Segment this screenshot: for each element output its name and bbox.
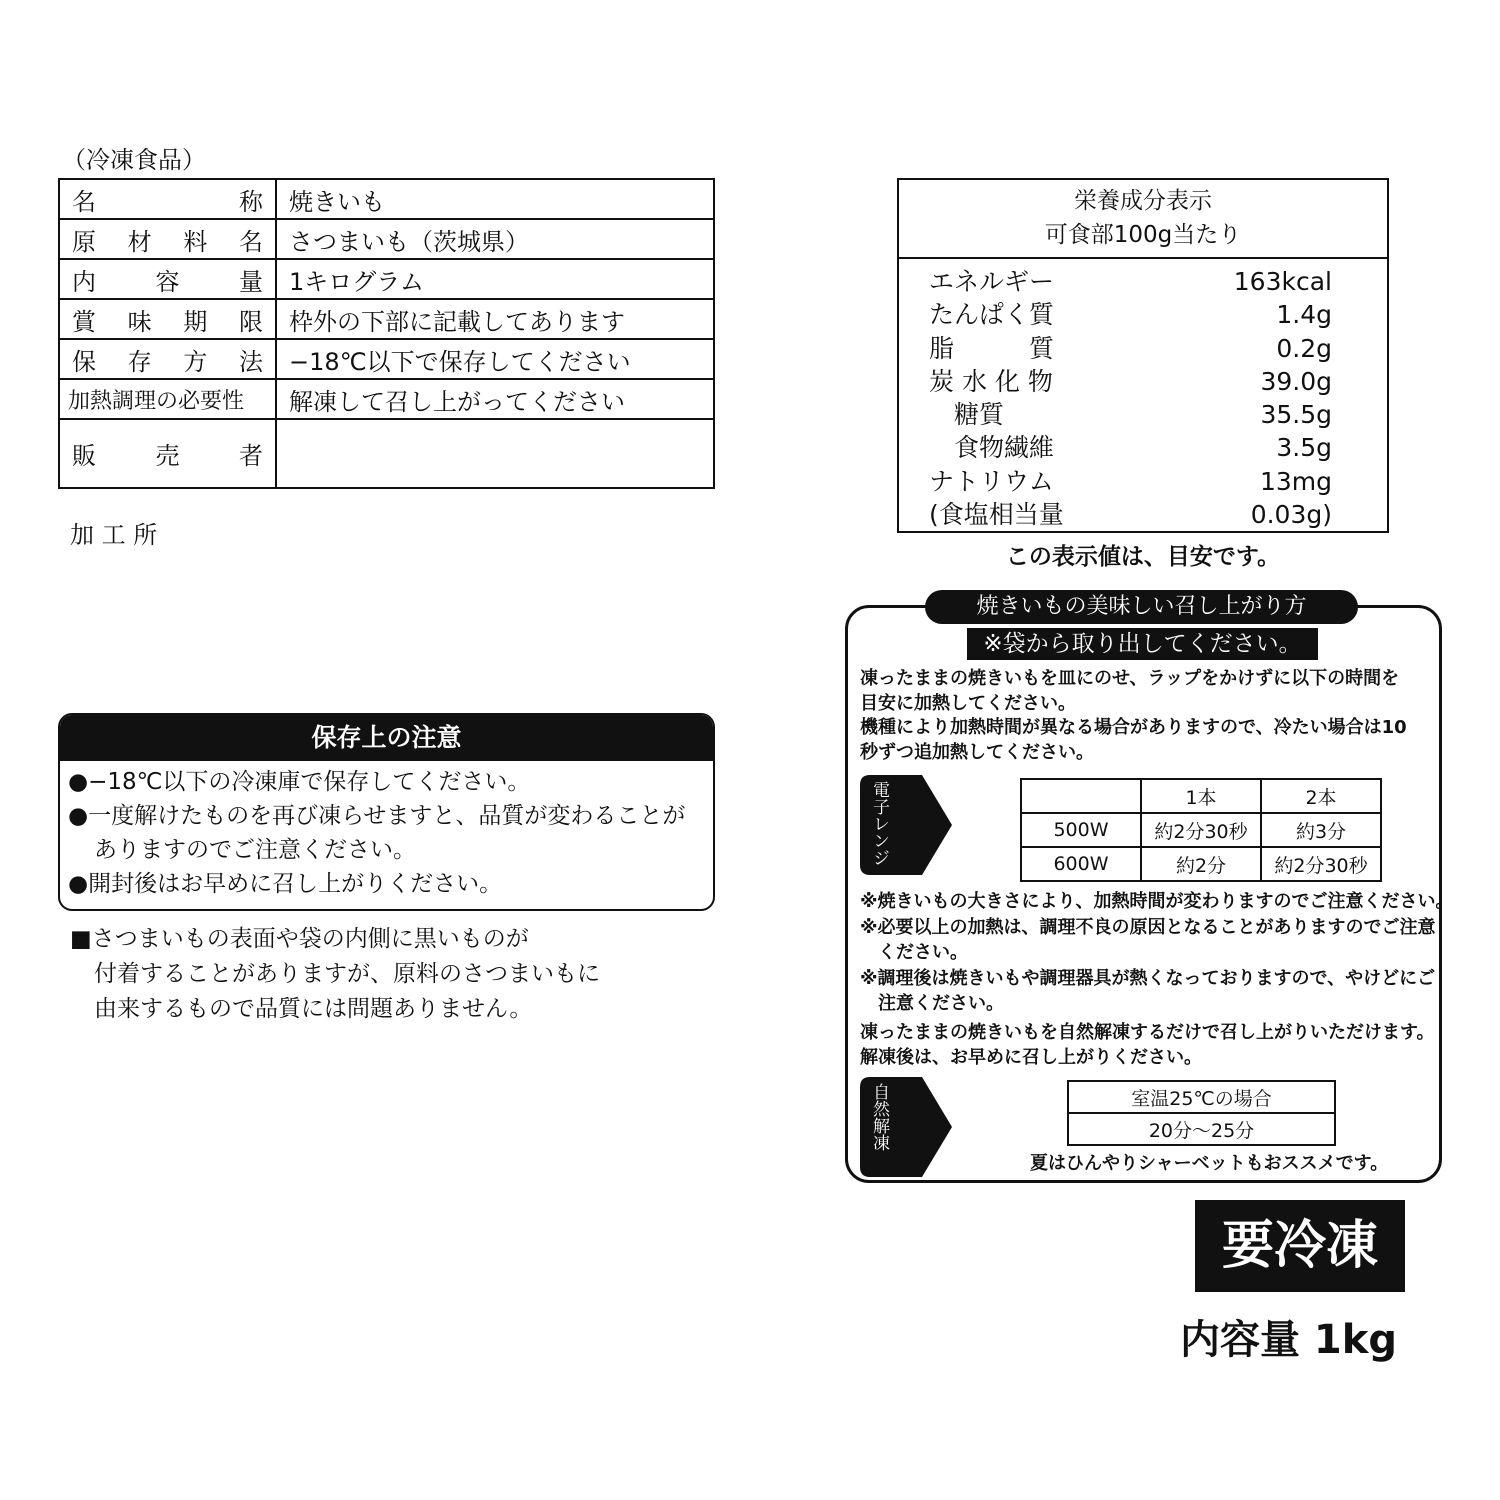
nutrition-row: たんぱく質 1.4g [929, 300, 1332, 330]
note-line: 付着することがありますが、原料のさつまいもに [94, 961, 600, 987]
table-row [59, 219, 714, 259]
row-value [276, 419, 714, 488]
row-key: 名称 [59, 179, 276, 219]
row-value: 焼きいも [276, 179, 714, 219]
row-key: 販売者 [59, 419, 276, 488]
keep-frozen-badge: 要冷凍 [1195, 1200, 1405, 1292]
thaw-note: 夏はひんやりシャーベットもおススメです。 [1030, 1153, 1389, 1174]
cooking-title: 焼きいもの美味しい召し上がり方 [925, 590, 1358, 624]
table-row [59, 339, 714, 379]
row-key: 賞味期限 [59, 299, 276, 339]
row-key: 内容量 [59, 259, 276, 299]
storage-caution-box [58, 713, 715, 911]
caution-item: ●開封後はお早めに召し上がりください。 [68, 871, 503, 897]
row-value: 枠外の下部に記載してあります [276, 299, 714, 339]
cooking-notes: ※焼きいもの大きさにより、加熱時間が変わりますのでご注意ください。 ※必要以上の加熱は、調理不良の原因となることがありますのでご注意 ください。 ※調理後は焼きいもや調理器具が熱くなっておりますので、やけどにご 注意ください。 凍ったままの焼きいもを自然解凍するだけで召し上がりいただけます。 解凍後は、お早めに召し上がりください。 [860, 891, 1454, 1068]
note-line: ■さつまいもの表面や袋の内側に黒いものが [70, 926, 529, 952]
row-key: 保存方法 [59, 339, 276, 379]
natural-thaw-tag: 自然解凍 [860, 1077, 952, 1177]
row-value: さつまいも（茨城県） [276, 219, 714, 259]
table-row: 500W 約2分30秒 約3分 [1021, 813, 1381, 847]
nutrition-facts-box [897, 178, 1389, 533]
thaw-time-table: 室温25℃の場合 20分〜25分 [1067, 1080, 1336, 1146]
row-value: 解凍して召し上がってください [276, 379, 714, 419]
caution-title: 保存上の注意 [60, 715, 713, 761]
nutrition-row: ナトリウム 13mg [929, 466, 1332, 496]
nutrition-row: 糖質 35.5g [929, 400, 1332, 430]
label-title: （冷凍食品） [62, 146, 206, 174]
nutrition-subtitle: 可食部100g当たり [1044, 222, 1242, 248]
nutrition-row: 脂 質 0.2g [929, 333, 1332, 363]
content-amount: 内容量 1kg [1180, 1317, 1397, 1363]
product-label-table [58, 178, 715, 489]
microwave-time-table: 1本 2本 500W 約2分30秒 約3分 600W 約2分 約2分30秒 [1020, 778, 1382, 882]
nutrition-footer: この表示値は、目安です。 [1005, 544, 1281, 570]
row-key: 加熱調理の必要性 [59, 379, 276, 419]
nutrition-row: 炭 水 化 物 39.0g [929, 366, 1332, 396]
cooking-intro: 凍ったままの焼きいもを皿にのせ、ラップをかけずに以下の時間を 目安に加熱してください。 機種により加熱時間が異なる場合がありますので、冷たい場合は10 秒ずつ追加熱してください。 [860, 668, 1407, 763]
table-row [59, 179, 714, 219]
note-line: 由来するもので品質には問題ありません。 [94, 996, 533, 1022]
table-row: 600W 約2分 約2分30秒 [1021, 847, 1381, 881]
row-value: 1キログラム [276, 259, 714, 299]
caution-item: ●一度解けたものを再び凍らせますと、品質が変わることがありますのでご注意ください。 [68, 803, 686, 863]
remove-from-bag-banner: ※袋から取り出してください。 [967, 628, 1318, 660]
table-row [59, 419, 714, 488]
caution-item: ●−18℃以下の冷凍庫で保存してください。 [68, 769, 531, 795]
nutrition-title: 栄養成分表示 [1074, 188, 1212, 214]
table-row [59, 379, 714, 419]
nutrition-row: (食塩相当量 0.03g) [929, 500, 1332, 530]
table-row [59, 259, 714, 299]
microwave-tag: 電子レンジ [860, 775, 952, 875]
quality-note [70, 922, 600, 1027]
nutrition-row: 食物繊維 3.5g [929, 433, 1332, 463]
row-value: −18℃以下で保存してください [276, 339, 714, 379]
table-row [59, 299, 714, 339]
processor-label: 加 工 所 [70, 521, 158, 549]
row-key: 原材料名 [59, 219, 276, 259]
nutrition-row: エネルギー 163kcal [929, 267, 1332, 296]
